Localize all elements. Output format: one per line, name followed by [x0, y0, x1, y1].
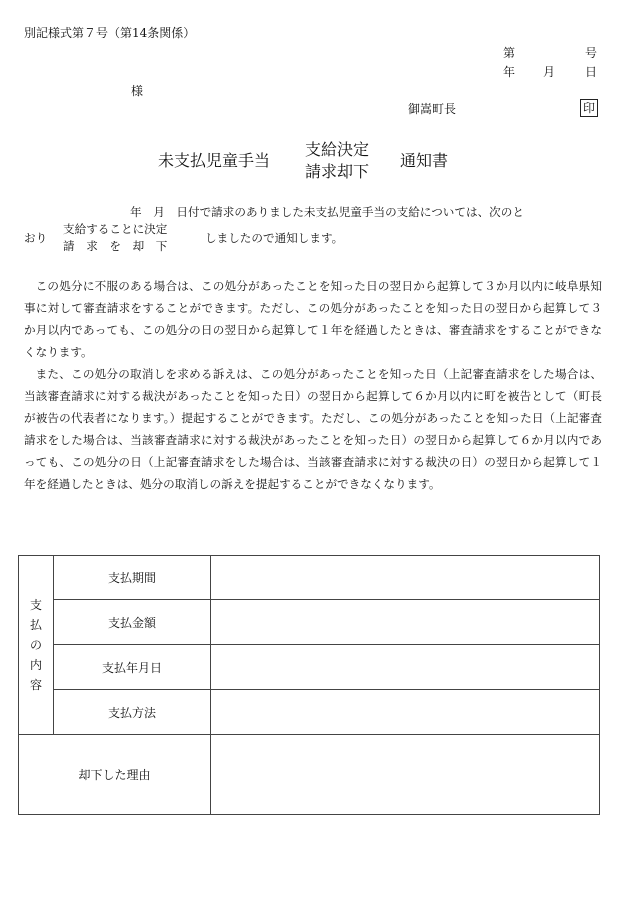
number-suffix: 号: [585, 46, 598, 60]
number-label: 第: [503, 46, 516, 60]
payment-amount-value[interactable]: [211, 600, 600, 645]
addressee-suffix: 様: [131, 84, 144, 98]
title-option-lower: 請求却下: [305, 162, 370, 181]
intro-lead: おり: [24, 231, 48, 245]
payment-period-label: 支払期間: [54, 556, 211, 600]
intro-option-reject: 請 求 を 却 下: [63, 239, 168, 253]
rejection-reason-value[interactable]: [211, 735, 600, 815]
date-month: 月: [543, 65, 556, 79]
seal-mark: 印: [580, 99, 598, 117]
payment-method-label: 支払方法: [54, 690, 211, 735]
intro-option-grant: 支給することに決定: [63, 222, 168, 236]
lawsuit-paragraph: また、この処分の取消しを求める訴えは、この処分があったことを知った日（上記審査請求をした場合は、当該審査請求に対する裁決があったことを知った日）の翌日から起算して６か月以内に町を被告として（町長が被告の代表者になります。）提起することができます。ただし、この処分があったことを知った日（上記審査請求をした場合は、当該審査請求に対する裁決があったことを知った日）の翌日から起算して６か月以内であっても、この処分の日（上記審査請求をした場合は、当該審査請求に対する裁決の日）の翌日から起算して１年を経過したときは、処分の取消しの訴えを提起することができなくなります。: [24, 367, 602, 491]
payment-date-label: 支払年月日: [54, 645, 211, 690]
date-day: 日: [585, 65, 598, 79]
payment-method-value[interactable]: [211, 690, 600, 735]
rejection-reason-label: 却下した理由: [19, 735, 211, 815]
payment-date-value[interactable]: [211, 645, 600, 690]
intro-tail: しましたので通知します。: [205, 231, 344, 245]
title-suffix: 通知書: [400, 151, 449, 170]
title-option-upper: 支給決定: [305, 140, 370, 159]
title-prefix: 未支払児童手当: [158, 151, 271, 170]
payment-amount-label: 支払金額: [54, 600, 211, 645]
intro-line1: 年 月 日付で請求のありました未支払児童手当の支給については、次のと: [130, 205, 524, 219]
payment-period-value[interactable]: [211, 556, 600, 600]
issuer: 御嵩町長: [408, 102, 457, 116]
payment-table: [18, 555, 600, 815]
appeal-paragraph: この処分に不服のある場合は、この処分があったことを知った日の翌日から起算して３か月以内に岐阜県知事に対して審査請求をすることができます。ただし、この処分があったことを知った日の翌日から起算して３か月以内であっても、この処分の日の翌日から起算して１年を経過したときは、審査請求をすることができなくなります。: [24, 279, 602, 359]
date-year: 年: [503, 65, 516, 79]
form-id: 別記様式第７号（第14条関係）: [24, 26, 196, 40]
payment-group-label: 支 払 の 内 容: [19, 556, 54, 735]
